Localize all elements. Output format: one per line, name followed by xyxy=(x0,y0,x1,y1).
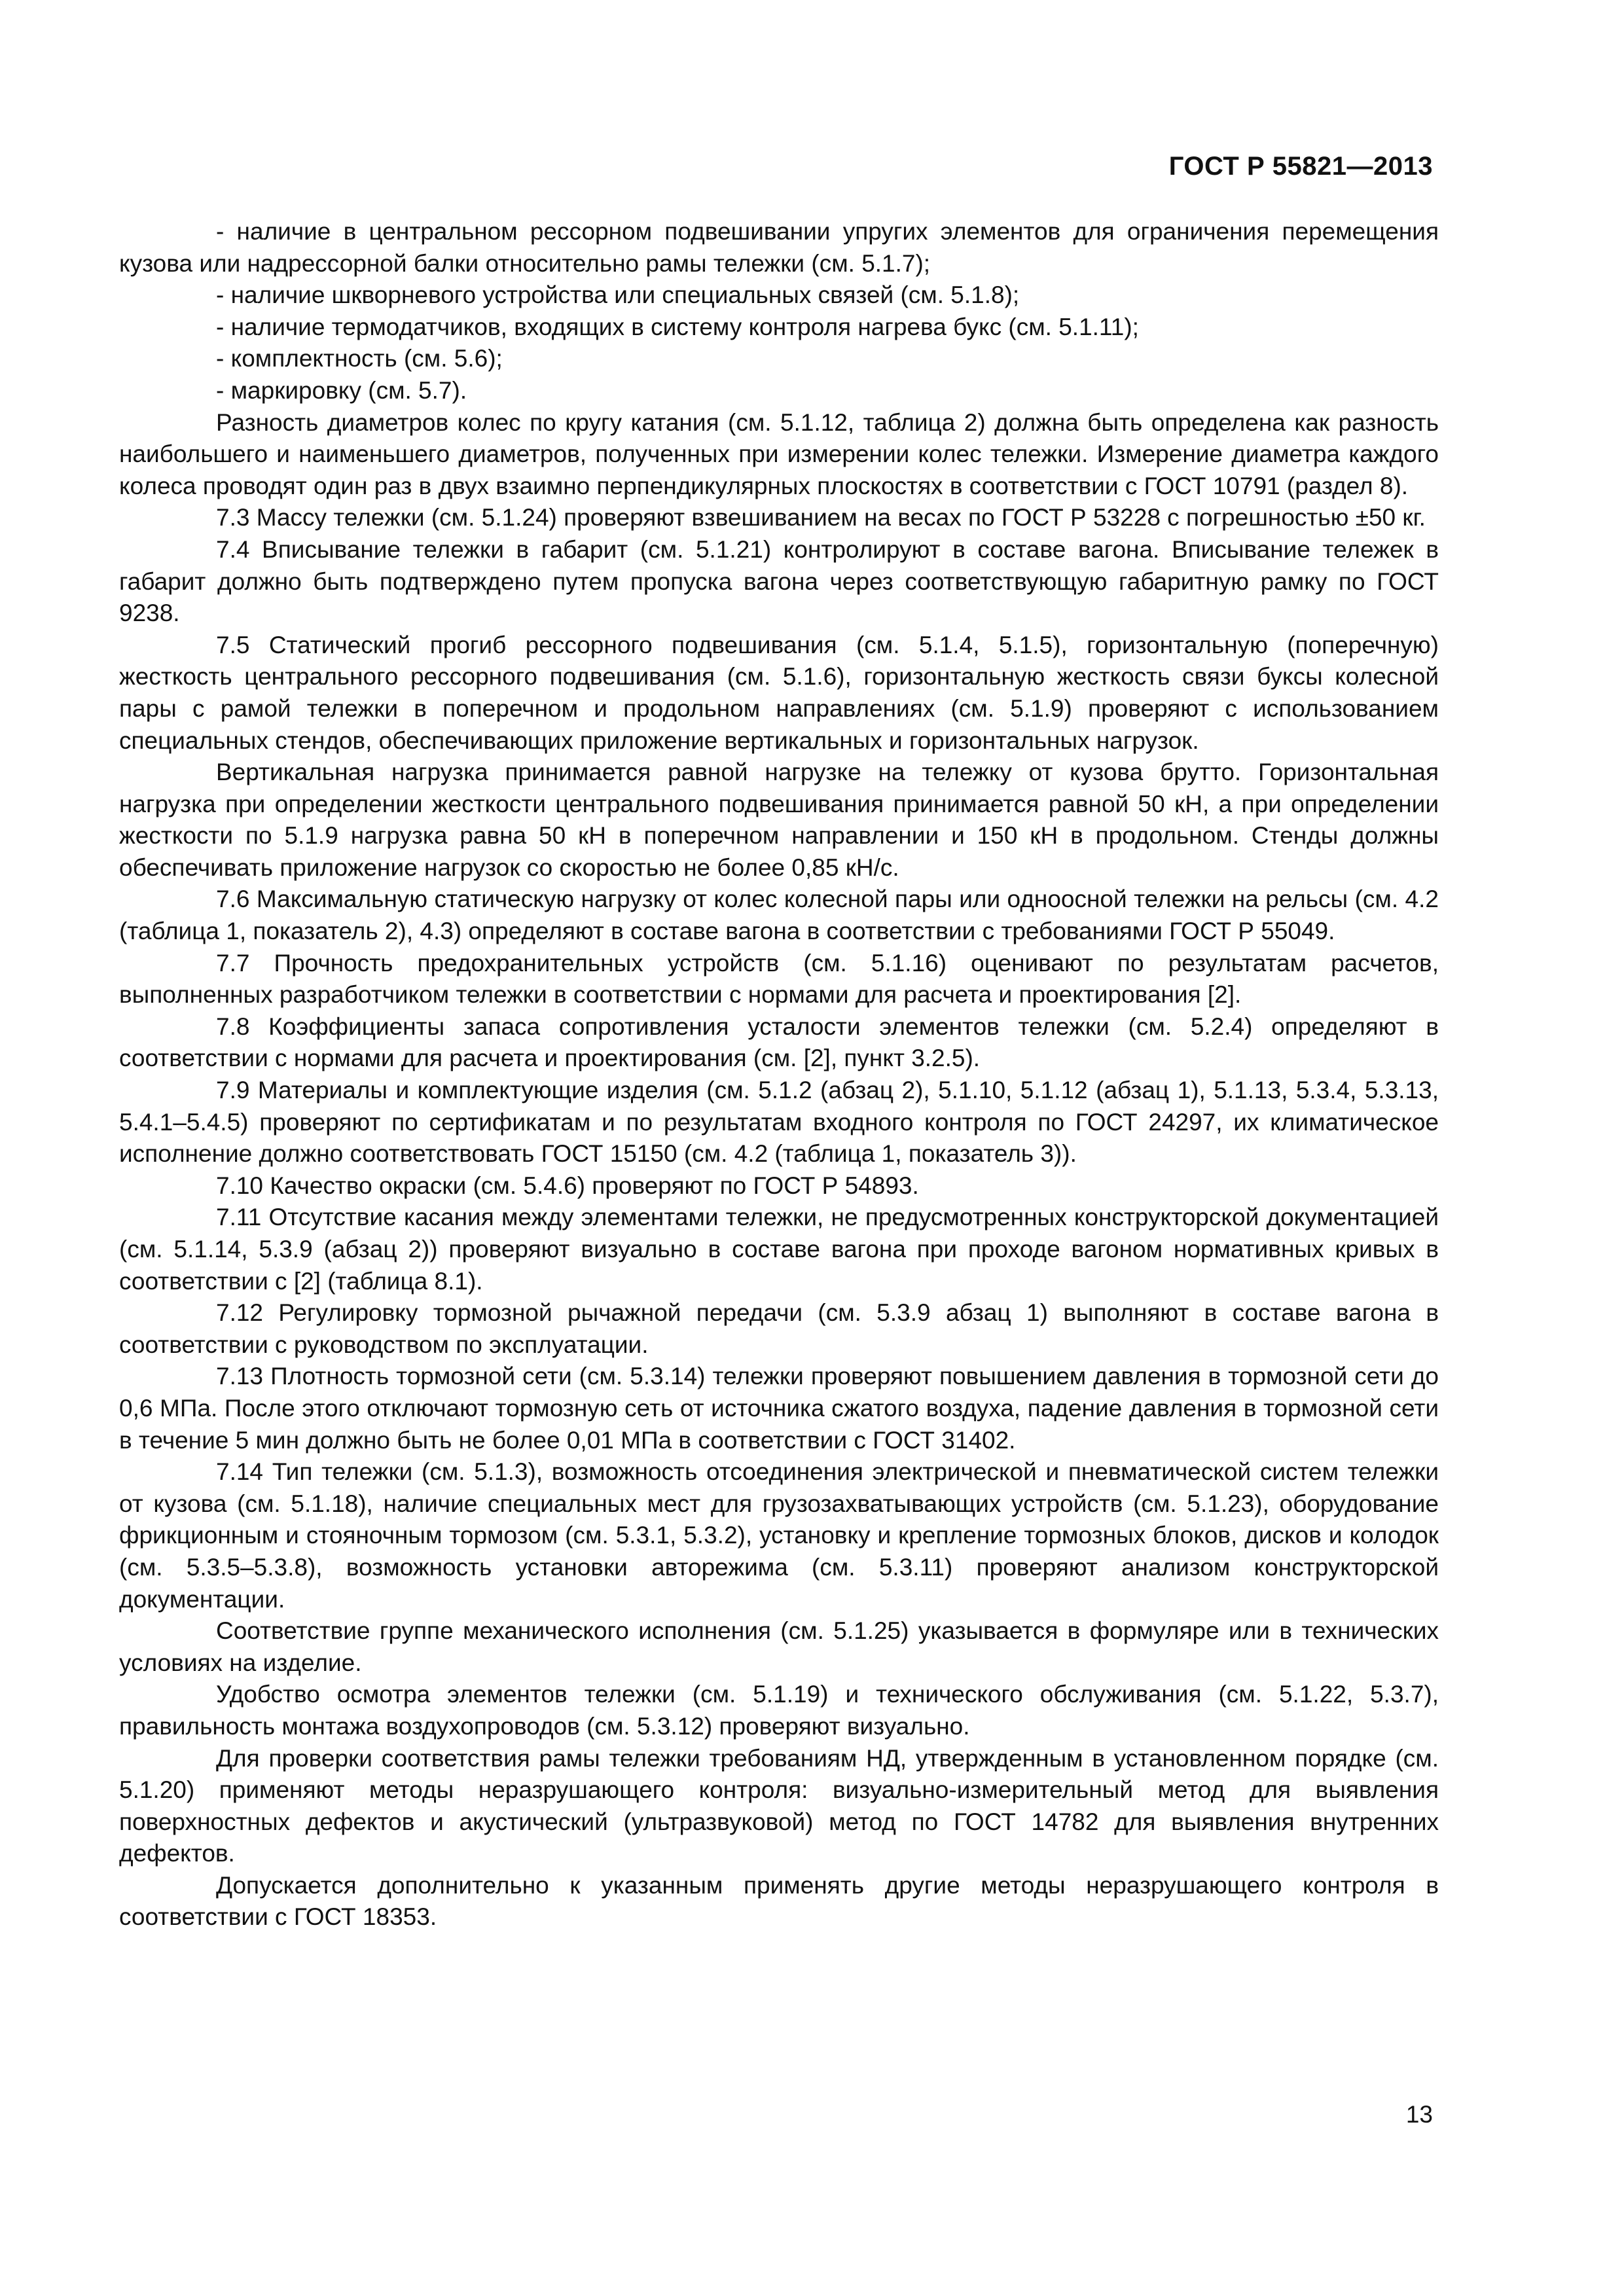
paragraph: 7.7 Прочность предохранительных устройств (см. 5.1.16) оценивают по результатам расчетов, выполненных разработчиком тележки в соответствии с нормами для расчета и проектирования [2]. xyxy=(119,949,1439,1009)
paragraph: 7.10 Качество окраски (см. 5.4.6) проверяют по ГОСТ Р 54893. xyxy=(216,1172,919,1199)
paragraph: 7.4 Вписывание тележки в габарит (см. 5.1.21) контролируют в составе вагона. Вписывание тележек в габарит должно быть подтверждено путем пропуска вагона через соответствующую габаритную рамку по ГОСТ 9238. xyxy=(119,535,1439,627)
paragraph: Допускается дополнительно к указанным применять другие методы неразрушающего контроля в соответствии с ГОСТ 18353. xyxy=(119,1871,1439,1931)
paragraph: 7.11 Отсутствие касания между элементами тележки, не предусмотренных конструкторской документацией (см. 5.1.14, 5.3.9 (абзац 2)) проверяют визуально в составе вагона при проходе вагоном нормативных кривых в соответствии с [2] (таблица 8.1). xyxy=(119,1204,1439,1295)
paragraph: Удобство осмотра элементов тележки (см. 5.1.19) и технического обслуживания (см. 5.1.22, 5.3.7), правильность монтажа воздухопроводов (см. 5.3.12) проверяют визуально. xyxy=(119,1681,1439,1740)
paragraph: 7.3 Массу тележки (см. 5.1.24) проверяют взвешиванием на весах по ГОСТ Р 53228 с погрешностью ±50 кг. xyxy=(216,504,1426,531)
paragraph: - наличие в центральном рессорном подвешивании упругих элементов для ограничения перемещения кузова или надрессорной балки относительно рамы тележки (см. 5.1.7); xyxy=(119,218,1439,277)
paragraph: Для проверки соответствия рамы тележки требованиям НД, утвержденным в установленном порядке (см. 5.1.20) применяют методы неразрушающего контроля: визуально-измерительный метод для выявления поверхностных дефектов и акустический (ультразвуковой) метод по ГОСТ 14782 для выявления внутренних дефектов. xyxy=(119,1744,1439,1867)
paragraph: - комплектность (см. 5.6); xyxy=(216,345,503,372)
paragraph: 7.6 Максимальную статическую нагрузку от колес колесной пары или одноосной тележки на рельсы (см. 4.2 (таблица 1, показатель 2), 4.3) определяют в составе вагона в соответствии с требованиями ГОСТ Р 55049. xyxy=(119,886,1439,945)
document-body xyxy=(119,216,1439,1933)
paragraph: 7.12 Регулировку тормозной рычажной передачи (см. 5.3.9 абзац 1) выполняют в составе вагона в соответствии с руководством по эксплуатации. xyxy=(119,1299,1439,1358)
paragraph: Соответствие группе механического исполнения (см. 5.1.25) указывается в формуляре или в технических условиях на изделие. xyxy=(119,1617,1439,1676)
paragraph: 7.9 Материалы и комплектующие изделия (см. 5.1.2 (абзац 2), 5.1.10, 5.1.12 (абзац 1), 5.1.13, 5.3.4, 5.3.13, 5.4.1–5.4.5) проверяют по сертификатам и по результатам входного контроля по ГОСТ 24297, их климатическое исполнение должно соответствовать ГОСТ 15150 (см. 4.2 (таблица 1, показатель 3)). xyxy=(119,1077,1439,1168)
paragraph: - наличие термодатчиков, входящих в систему контроля нагрева букс (см. 5.1.11); xyxy=(216,313,1139,340)
paragraph: 7.8 Коэффициенты запаса сопротивления усталости элементов тележки (см. 5.2.4) определяют в соответствии с нормами для расчета и проектирования (см. [2], пункт 3.2.5). xyxy=(119,1013,1439,1072)
document-code-header: ГОСТ Р 55821—2013 xyxy=(1168,152,1433,181)
paragraph: 7.13 Плотность тормозной сети (см. 5.3.14) тележки проверяют повышением давления в тормозной сети до 0,6 МПа. После этого отключают тормозную сеть от источника сжатого воздуха, падение давления в тормозной сети в течение 5 мин должно быть не более 0,01 МПа в соответствии с ГОСТ 31402. xyxy=(119,1363,1439,1454)
paragraph: 7.5 Статический прогиб рессорного подвешивания (см. 5.1.4, 5.1.5), горизонтальную (поперечную) жесткость центрального рессорного подвешивания (см. 5.1.6), горизонтальную жесткость связи буксы колесной пары с рамой тележки в поперечном и продольном направлениях (см. 5.1.9) проверяют с использованием специальных стендов, обеспечивающих приложение вертикальных и горизонтальных нагрузок. xyxy=(119,631,1439,754)
paragraph: Вертикальная нагрузка принимается равной нагрузке на тележку от кузова брутто. Горизонтальная нагрузка при определении жесткости центрального подвешивания принимается равной 50 кН, а при определении жесткости по 5.1.9 нагрузка равна 50 кН в поперечном направлении и 150 кН в продольном. Стенды должны обеспечивать приложение нагрузок со скоростью не более 0,85 кН/с. xyxy=(119,759,1439,881)
paragraph: - наличие шкворневого устройства или специальных связей (см. 5.1.8); xyxy=(216,281,1020,309)
paragraph: - маркировку (см. 5.7). xyxy=(216,376,467,404)
paragraph: Разность диаметров колес по кругу катания (см. 5.1.12, таблица 2) должна быть определена как разность наибольшего и наименьшего диаметров, полученных при измерении колес тележки. Измерение диаметра каждого колеса проводят один раз в двух взаимно перпендикулярных плоскостях в соответствии с ГОСТ 10791 (раздел 8). xyxy=(119,408,1439,499)
paragraph: 7.14 Тип тележки (см. 5.1.3), возможность отсоединения электрической и пневматической систем тележки от кузова (см. 5.1.18), наличие специальных мест для грузозахватывающих устройств (см. 5.1.23), оборудование фрикционным и стояночным тормозом (см. 5.3.1, 5.3.2), установку и крепление тормозных блоков, дисков и колодок (см. 5.3.5–5.3.8), возможность установки авторежима (см. 5.3.11) проверяют анализом конструкторской документации. xyxy=(119,1458,1439,1613)
page-number: 13 xyxy=(1405,2101,1433,2128)
